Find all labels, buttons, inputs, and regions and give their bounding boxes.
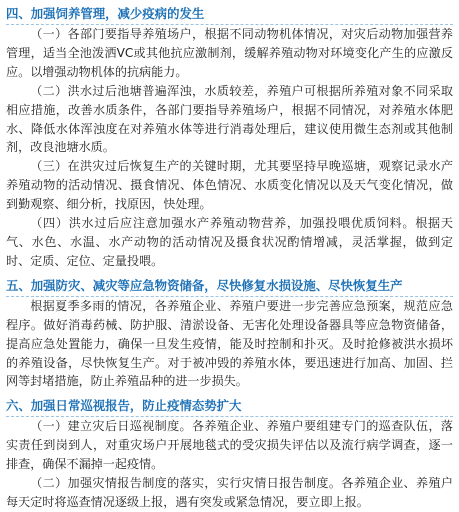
section-heading: 六、加强日常巡视报告，防止疫情态势扩大 <box>6 396 453 417</box>
paragraph: （三）在洪灾过后恢复生产的关键时期，尤其要坚持早晚巡塘，观察记录水产养殖动物的活动情况、摄食情况、体色情况、水质变化情况以及天气变化情况，做到勤观察、细分析，找原因，快处理。 <box>6 159 453 212</box>
paragraph: （一）建立灾后日巡视制度。各养殖企业、养殖户要组建专门的巡查队伍，落实责任到岗到人，对重灾场户开展地毯式的受灾损失评估以及流行病学调查，逐一排查，确保不漏掉一起疫情。 <box>6 419 453 472</box>
section-5 <box>6 276 453 392</box>
section-heading: 四、加强饲养管理，减少疫病的发生 <box>6 4 453 25</box>
section-4 <box>6 4 453 271</box>
paragraph: （四）洪水过后应注意加强水产养殖动物营养，加强投喂优质饲料。根据天气、水色、水温、水产动物的活动情况及摄食状况酌情增减，灵活掌握，做到定时、定质、定位、定量投喂。 <box>6 216 453 268</box>
paragraph: 根据夏季多雨的情况，各养殖企业、养殖户要进一步完善应急预案，规范应急程序。做好消毒药械、防护服、清淤设备、无害化处理设备器具等应急物资储备，提高应急处置能力，确保一旦发生疫情，能及时控制和扑灭。及时抢修被洪水损坏的养殖设备，尽快恢复生产。对于被冲毁的养殖水体，要迅速进行加高、加固、拦网等封堵措施，防止养殖品种的进一步损失。 <box>6 298 453 389</box>
paragraph: （二）加强灾情报告制度的落实，实行灾情日报告制度。各养殖企业、养殖户每天定时将巡查情况逐级上报，遇有突发或紧急情况，要立即上报。 <box>6 476 453 509</box>
paragraph: （一）各部门要指导养殖场户，根据不同动物机体情况，对灾后动物加强营养管理，适当全池泼洒VC或其他抗应激制剂，缓解养殖动物对环境变化产生的应激反应。以增强动物机体的抗病能力。 <box>6 27 453 79</box>
section-6 <box>6 396 453 512</box>
paragraph: （二）洪水过后池塘普遍浑浊，水质较差，养殖户可根据所养殖对象不同采取相应措施，改善水质条件，各部门要指导养殖场户，根据不同情况，对养殖水体肥水、降低水体浑浊度在对养殖水体等进行消毒处理后，建议使用微生态剂或其他制剂，改良池塘水质。 <box>6 83 453 155</box>
section-heading: 五、加强防灾、减灾等应急物资储备，尽快修复水损设施、尽快恢复生产 <box>6 276 453 297</box>
